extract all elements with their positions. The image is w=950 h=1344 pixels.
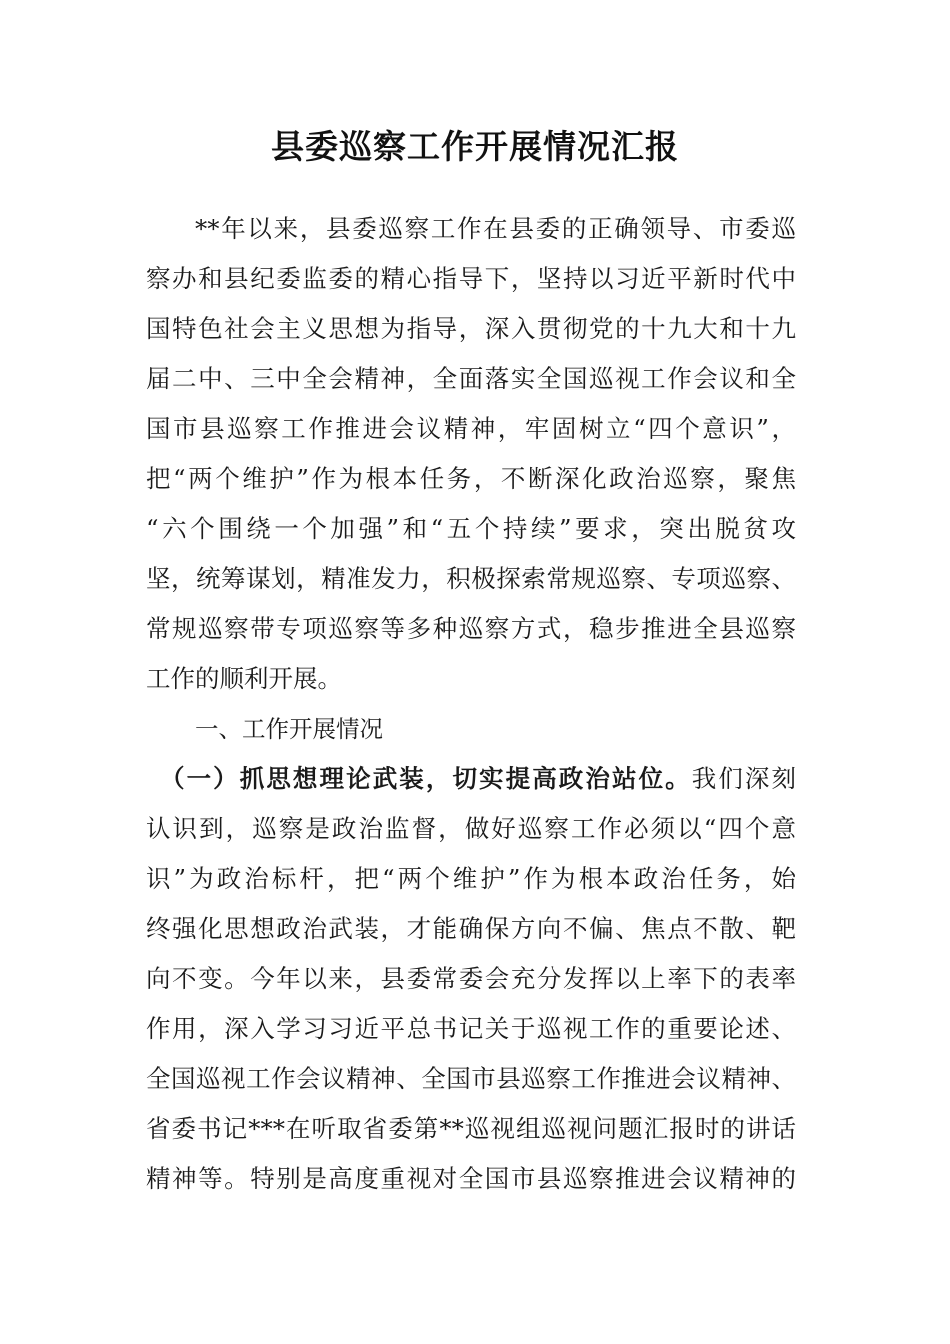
paragraph-line: 工作的顺利开展。 <box>146 664 342 693</box>
paragraph-line: 认识到，巡察是政治监督，做好巡察工作必须以“四个意 <box>146 814 796 843</box>
paragraph-line: 向不变。今年以来，县委常委会充分发挥以上率下的表率 <box>146 964 796 993</box>
section-heading: 一、工作开展情况 <box>195 715 383 743</box>
subsection-first-line <box>146 754 796 804</box>
document-body <box>146 204 796 1204</box>
paragraph-line: 国特色社会主义思想为指导，深入贯彻党的十九大和十九 <box>146 314 796 343</box>
paragraph-line: 省委书记***在听取省委第**巡视组巡视问题汇报时的讲话 <box>146 1114 796 1143</box>
subsection-first-line-rest: 我们深刻 <box>691 764 797 793</box>
paragraph-line: 精神等。特别是高度重视对全国市县巡察推进会议精神的 <box>146 1164 796 1193</box>
paragraph-line: 国市县巡察工作推进会议精神，牢固树立“四个意识”， <box>146 414 796 443</box>
paragraph-line: **年以来，县委巡察工作在县委的正确领导、市委巡 <box>195 214 796 243</box>
document-title: 县委巡察工作开展情况汇报 <box>271 127 679 166</box>
paragraph-line: 届二中、三中全会精神，全面落实全国巡视工作会议和全 <box>146 364 796 393</box>
paragraph-line: 作用，深入学习习近平总书记关于巡视工作的重要论述、 <box>146 1014 796 1043</box>
paragraph-line: 把“两个维护”作为根本任务，不断深化政治巡察，聚焦 <box>146 464 796 493</box>
subsection-title: （一）抓思想理论武装，切实提高政治站位。 <box>160 764 692 793</box>
paragraph-line: 察办和县纪委监委的精心指导下，坚持以习近平新时代中 <box>146 264 796 293</box>
paragraph-line: 终强化思想政治武装，才能确保方向不偏、焦点不散、靶 <box>146 914 796 943</box>
paragraph-line: 全国巡视工作会议精神、全国市县巡察工作推进会议精神、 <box>146 1064 796 1093</box>
paragraph-line: 坚，统筹谋划，精准发力，积极探索常规巡察、专项巡察、 <box>146 564 796 593</box>
paragraph-line: 识”为政治标杆，把“两个维护”作为根本政治任务，始 <box>146 864 796 893</box>
paragraph-line: 常规巡察带专项巡察等多种巡察方式，稳步推进全县巡察 <box>146 614 796 643</box>
paragraph-line: “六个围绕一个加强”和“五个持续”要求，突出脱贫攻 <box>146 514 796 543</box>
